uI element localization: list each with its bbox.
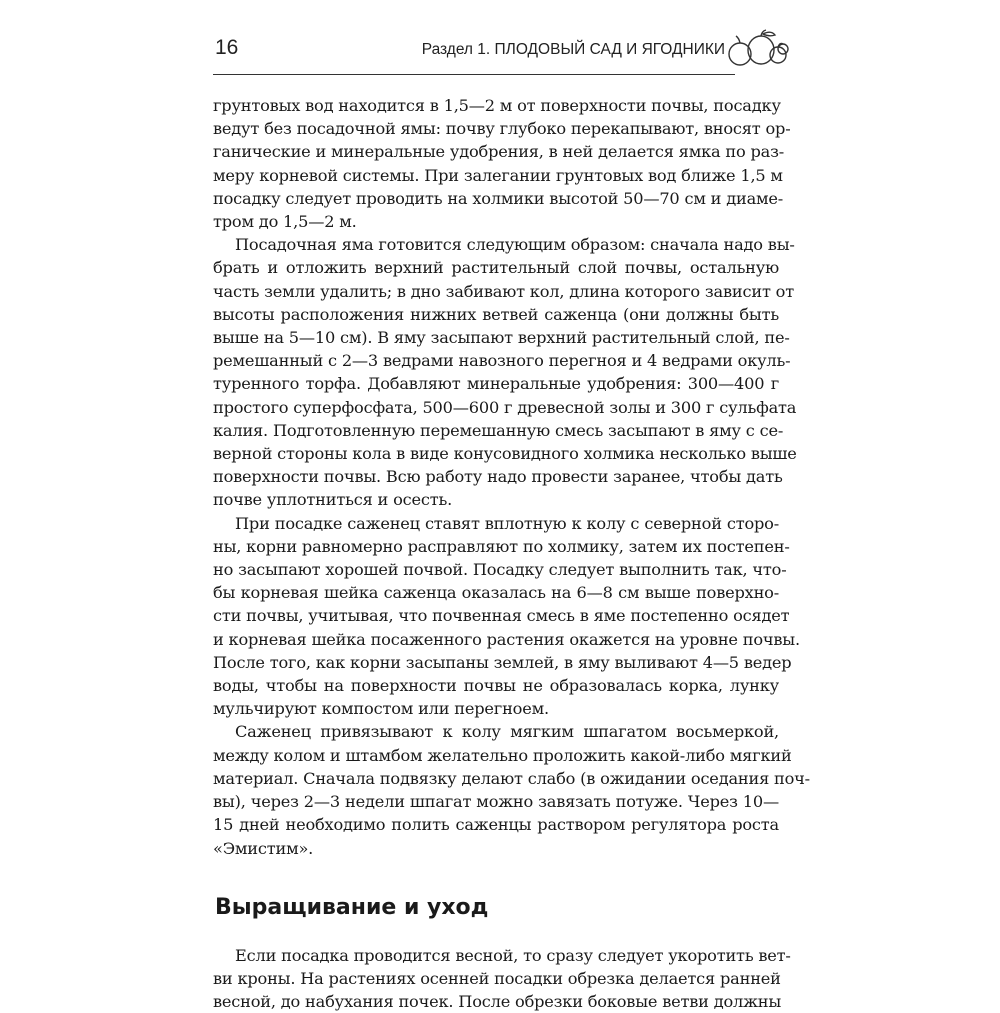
text-line: 15 дней необходимо полить саженцы раствором регулятора роста [213,815,779,835]
text-line: поверхности почвы. Всю работу надо провести заранее, чтобы дать [213,467,783,487]
text-line: тром до 1,5—2 м. [213,212,357,232]
text-line: часть земли удалить; в дно забивают кол, длина которого зависит от [213,281,794,301]
text-line: материал. Сначала подвязку делают слабо (в ожидании оседания поч- [213,768,810,788]
text-line: При посадке саженец ставят вплотную к колу с северной сторо- [235,513,779,533]
text-line: выше на 5—10 см). В яму засыпают верхний растительный слой, пе- [213,328,790,348]
page-body [213,94,810,1013]
text-line: почве уплотниться и осесть. [213,490,453,510]
paragraph [213,720,810,859]
paragraph [213,512,800,721]
text-line: ведут без посадочной ямы: почву глубоко перекапывают, вносят ор- [213,119,791,139]
text-line: мульчируют компостом или перегноем. [213,699,549,719]
text-line: Саженец привязывают к колу мягким шпагатом восьмеркой, [235,722,779,742]
text-line: сти почвы, учитывая, что почвенная смесь в яме постепенно осядет [213,606,790,626]
section-title: Раздел 1. ПЛОДОВЫЙ САД И ЯГОДНИКИ [421,41,725,58]
text-line: но засыпают хорошей почвой. Посадку следует выполнить так, что- [213,560,787,580]
text-line: После того, как корни засыпаны землей, в яму выливают 4—5 ведер [213,652,792,672]
text-line: «Эмистим». [213,838,314,858]
fruit-berry-icon [725,28,789,70]
text-line: бы корневая шейка саженца оказалась на 6—8 см выше поверхно- [213,583,779,603]
page-header [213,28,793,74]
text-line: между колом и штамбом желательно проложить какой-либо мягкий [213,745,792,765]
text-line: брать и отложить верхний растительный слой почвы, остальную [213,258,779,278]
text-line: верной стороны кола в виде конусовидного холмика несколько выше [213,444,797,464]
page-number: 16 [215,36,239,59]
text-line: вы), через 2—3 недели шпагат можно завязать потуже. Через 10— [213,792,779,812]
text-line: меру корневой системы. При залегании грунтовых вод ближе 1,5 м [213,165,783,185]
text-line: и корневая шейка посаженного растения окажется на уровне почвы. [213,629,800,649]
text-line: весной, до набухания почек. После обрезки боковые ветви должны [213,992,782,1012]
text-line: грунтовых вод находится в 1,5—2 м от поверхности почвы, посадку [213,96,781,115]
text-line: Если посадка проводится весной, то сразу следует укоротить вет- [235,945,791,965]
paragraph [213,233,797,511]
text-line: посадку следует проводить на холмики высотой 50—70 см и диаме- [213,188,784,208]
text-line: высоты расположения нижних ветвей саженца (они должны быть [213,304,779,324]
text-line: ремешанный с 2—3 ведрами навозного перегноя и 4 ведрами окуль- [213,351,791,371]
paragraph [213,944,791,1013]
text-line: ны, корни равномерно расправляют по холмику, затем их постепен- [213,536,790,556]
header-divider [213,74,735,75]
text-line: туренного торфа. Добавляют минеральные удобрения: 300—400 г [213,374,779,394]
text-line: простого суперфосфата, 500—600 г древесной золы и 300 г сульфата [213,397,797,417]
paragraph [213,94,791,233]
text-line: воды, чтобы на поверхности почвы не образовалась корка, лунку [213,676,779,696]
text-line: Посадочная яма готовится следующим образом: сначала надо вы- [235,235,795,255]
text-line: ви кроны. На растениях осенней посадки обрезка делается ранней [213,968,781,988]
text-line: калия. Подготовленную перемешанную смесь засыпают в яму с се- [213,420,784,440]
section-heading: Выращивание и уход [215,894,489,920]
text-line: ганические и минеральные удобрения, в ней делается ямка по раз- [213,142,784,162]
